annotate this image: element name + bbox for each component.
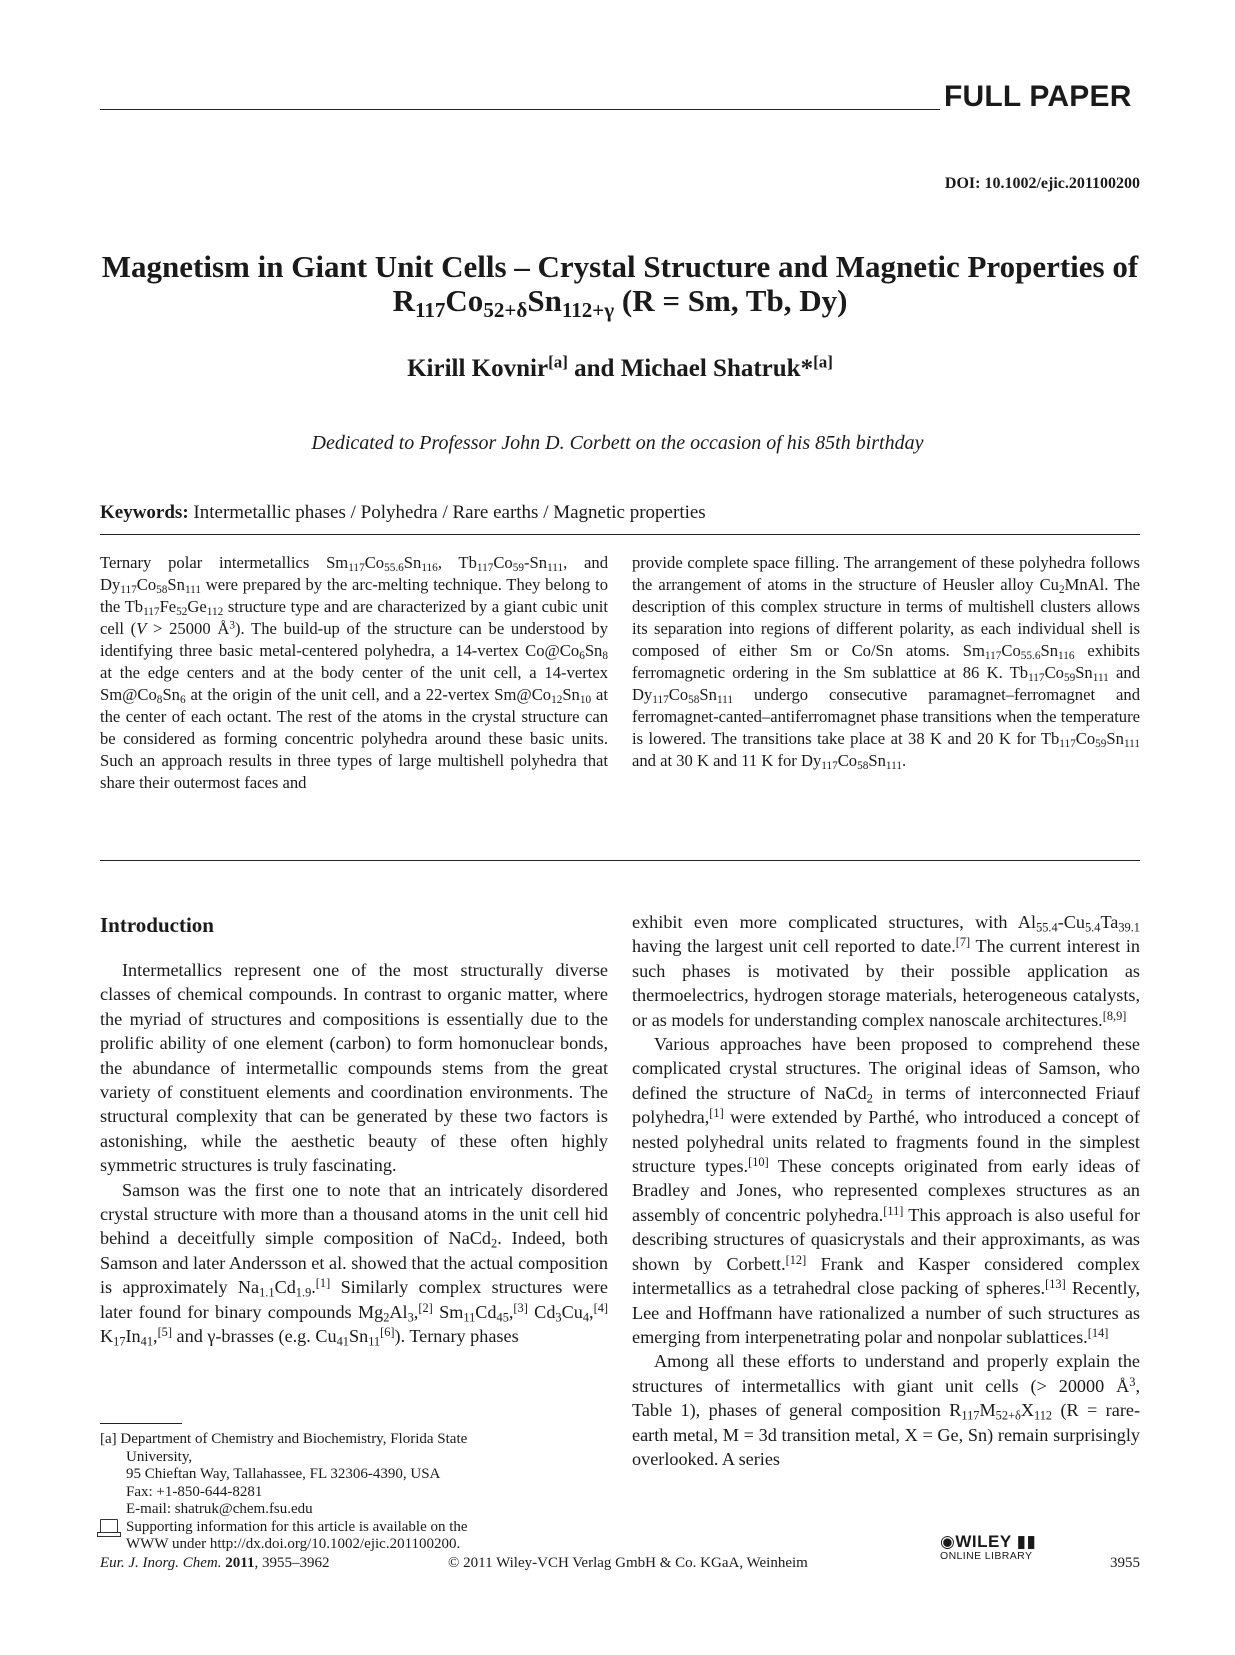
abstract-top-rule bbox=[100, 534, 1140, 535]
intro-left-column: Intermetallics represent one of the most structurally diverse classes of chemical compounds. In contrast to organic matter, where the myriad of structures and compositions is essentially due to the prolific ability of one element (carbon) to form homonuclear bonds, the abundance of intermetallic compounds stems from the great variety of constituent elements and coordination environments. The structural complexity that can be generated by these two factors is astonishing, while the aesthetic beauty of these often highly symmetric structures is truly fascinating. Samson was the first one to note that an intricately disordered crystal structure with more than a thousand atoms in the unit cell hid behind a deceitfully simple composition of NaCd$_2$. Indeed, both Samson and later Andersson et al. showed that the actual composition is approximately $Na_{1.1}Cd_{1.9}.[1]$ Similarly complex structures were later found for binary compounds $Mg_2Al_3,[2]$ $Sm_{11}Cd_{45},[3]$ $Cd_3Cu_4,[4]$ $K_{17}In_{41},[5]$ and γ-brasses (e.g. $Cu_{41}Sn_{11}[6]$). Ternary phases bbox=[100, 960, 609, 1349]
paper-title: Magnetism in Giant Unit Cells – Crystal Structure and Magnetic Properties of $R_{117}Co_{52+\delta}Sn_{112+\gamma}$ (R = Sm, Tb, Dy) bbox=[101, 249, 1139, 322]
wiley-logo: ◉WILEY ▮▮ ONLINE LIBRARY bbox=[940, 1532, 1037, 1562]
authors: Kirill Kovnir[a] and Michael Shatruk*[a] bbox=[407, 352, 833, 382]
abstract-left: Ternary polar intermetallics $Sm_{117}Co_{55.6}Sn_{116}$, $Tb_{117}Co_{59}-Sn_{111}$, and $Dy_{117}Co_{58}Sn_{111}$ were prepared by the arc-melting technique. They belong to the $Tb_{117}Fe_{52}Ge_{112}$ structure type and are characterized by a giant cubic unit cell (V > 25000 $Å^3$). The build-up of the structure can be understood by identifying three basic metal-centered polyhedra, a 14-vertex $Co@Co_6Sn_8$ at the edge centers and at the body center of the unit cell, a 14-vertex $Sm@Co_8Sn_6$ at the origin of the unit cell, and a 22-vertex $Sm@Co_{12}Sn_{10}$ at the center of each octant. The rest of the atoms in the crystal structure can be considered as forming concentric polyhedra around these basic units. Such an approach results in three types of large multishell polyhedra that share their outermost faces and bbox=[100, 553, 609, 792]
dedication: Dedicated to Professor John D. Corbett on the occasion of his 85th birthday bbox=[311, 432, 924, 454]
journal-citation: Eur. J. Inorg. Chem. 2011, 3955–3962 bbox=[100, 1555, 330, 1571]
header-rule bbox=[100, 109, 940, 110]
book-icon: ▮▮ bbox=[1011, 1532, 1037, 1551]
section-label: FULL PAPER bbox=[944, 80, 1132, 113]
abstract-right: provide complete space filling. The arrangement of these polyhedra follows the arrangement of atoms in the structure of Heusler alloy $Cu_2MnAl$. The description of this complex structure in terms of multishell clusters allows its separation into regions of different polarity, as each individual shell is composed of either Sm or Co/Sn atoms. $Sm_{117}Co_{55.6}Sn_{116}$ exhibits ferromagnetic ordering in the Sm sublattice at 86 K. $Tb_{117}Co_{59}Sn_{111}$ and $Dy_{117}Co_{58}Sn_{111}$ undergo consecutive paramagnet–ferromagnet and ferromagnet-canted–antiferromagnet phase transitions when the temperature is lowered. The transitions take place at 38 K and 20 K for $Tb_{117}Co_{59}Sn_{111}$ and at 30 K and 11 K for $Dy_{117}Co_{58}Sn_{111}$. bbox=[632, 553, 1140, 773]
wiley-emblem-icon: ◉ bbox=[940, 1532, 956, 1551]
doi: DOI: 10.1002/ejic.201100200 bbox=[944, 175, 1140, 192]
abstract-bottom-rule bbox=[100, 860, 1140, 861]
keywords: Keywords: Intermetallic phases / Polyhedra / Rare earths / Magnetic properties bbox=[100, 502, 706, 523]
footnote: [a] Department of Chemistry and Biochemistry, Florida State University, 95 Chieftan Way, Tallahassee, FL 32306-4390, USA Fax: +1-850-644-8281 E-mail: shatruk@chem.fsu.edu Supporting information for this article is available on the WWW under http://dx.doi.org/10.1002/ejic.201100200. bbox=[100, 1431, 468, 1552]
page-number: 3955 bbox=[1110, 1555, 1140, 1571]
section-heading: Introduction bbox=[100, 913, 214, 937]
footnote-rule bbox=[100, 1423, 182, 1424]
copyright: © 2011 Wiley-VCH Verlag GmbH & Co. KGaA, Weinheim bbox=[448, 1555, 808, 1571]
intro-right-column: exhibit even more complicated structures, with $Al_{55.4}-Cu_{5.4}Ta_{39.1}$ having the largest unit cell reported to date.[7] The current interest in such phases is motivated by their possible application as thermoelectrics, hydrogen storage materials, heterogeneous catalysts, or as models for understanding complex nanoscale architectures.[8,9] Various approaches have been proposed to comprehend these complicated crystal structures. The original ideas of Samson, who defined the structure of NaCd$_2$ in terms of interconnected Friauf polyhedra,[1] were extended by Parthé, who introduced a concept of nested polyhedral units related to fragments found in the simplest structure types.[10] These concepts originated from early ideas of Bradley and Jones, who represented complexes structures as an assembly of concentric polyhedra.[11] This approach is also useful for describing structures of quasicrystals and their approximants, as was shown by Corbett.[12] Frank and Kasper considered complex intermetallics as a tetrahedral close packing of spheres.[13] Recently, Lee and Hoffmann have rationalized a number of such structures as emerging from interpenetrating polar and nonpolar sublattices.[14] Among all these efforts to understand and properly explain the structures of intermetallics with giant unit cells (> 20000 $Å^3$, Table 1), phases of general composition $R_{117}M_{52+\delta}X_{112}$ (R = rare-earth metal, M = 3d transition metal, X = Ge, Sn) remain surprisingly overlooked. A series bbox=[632, 912, 1141, 1469]
computer-icon bbox=[100, 1519, 118, 1533]
